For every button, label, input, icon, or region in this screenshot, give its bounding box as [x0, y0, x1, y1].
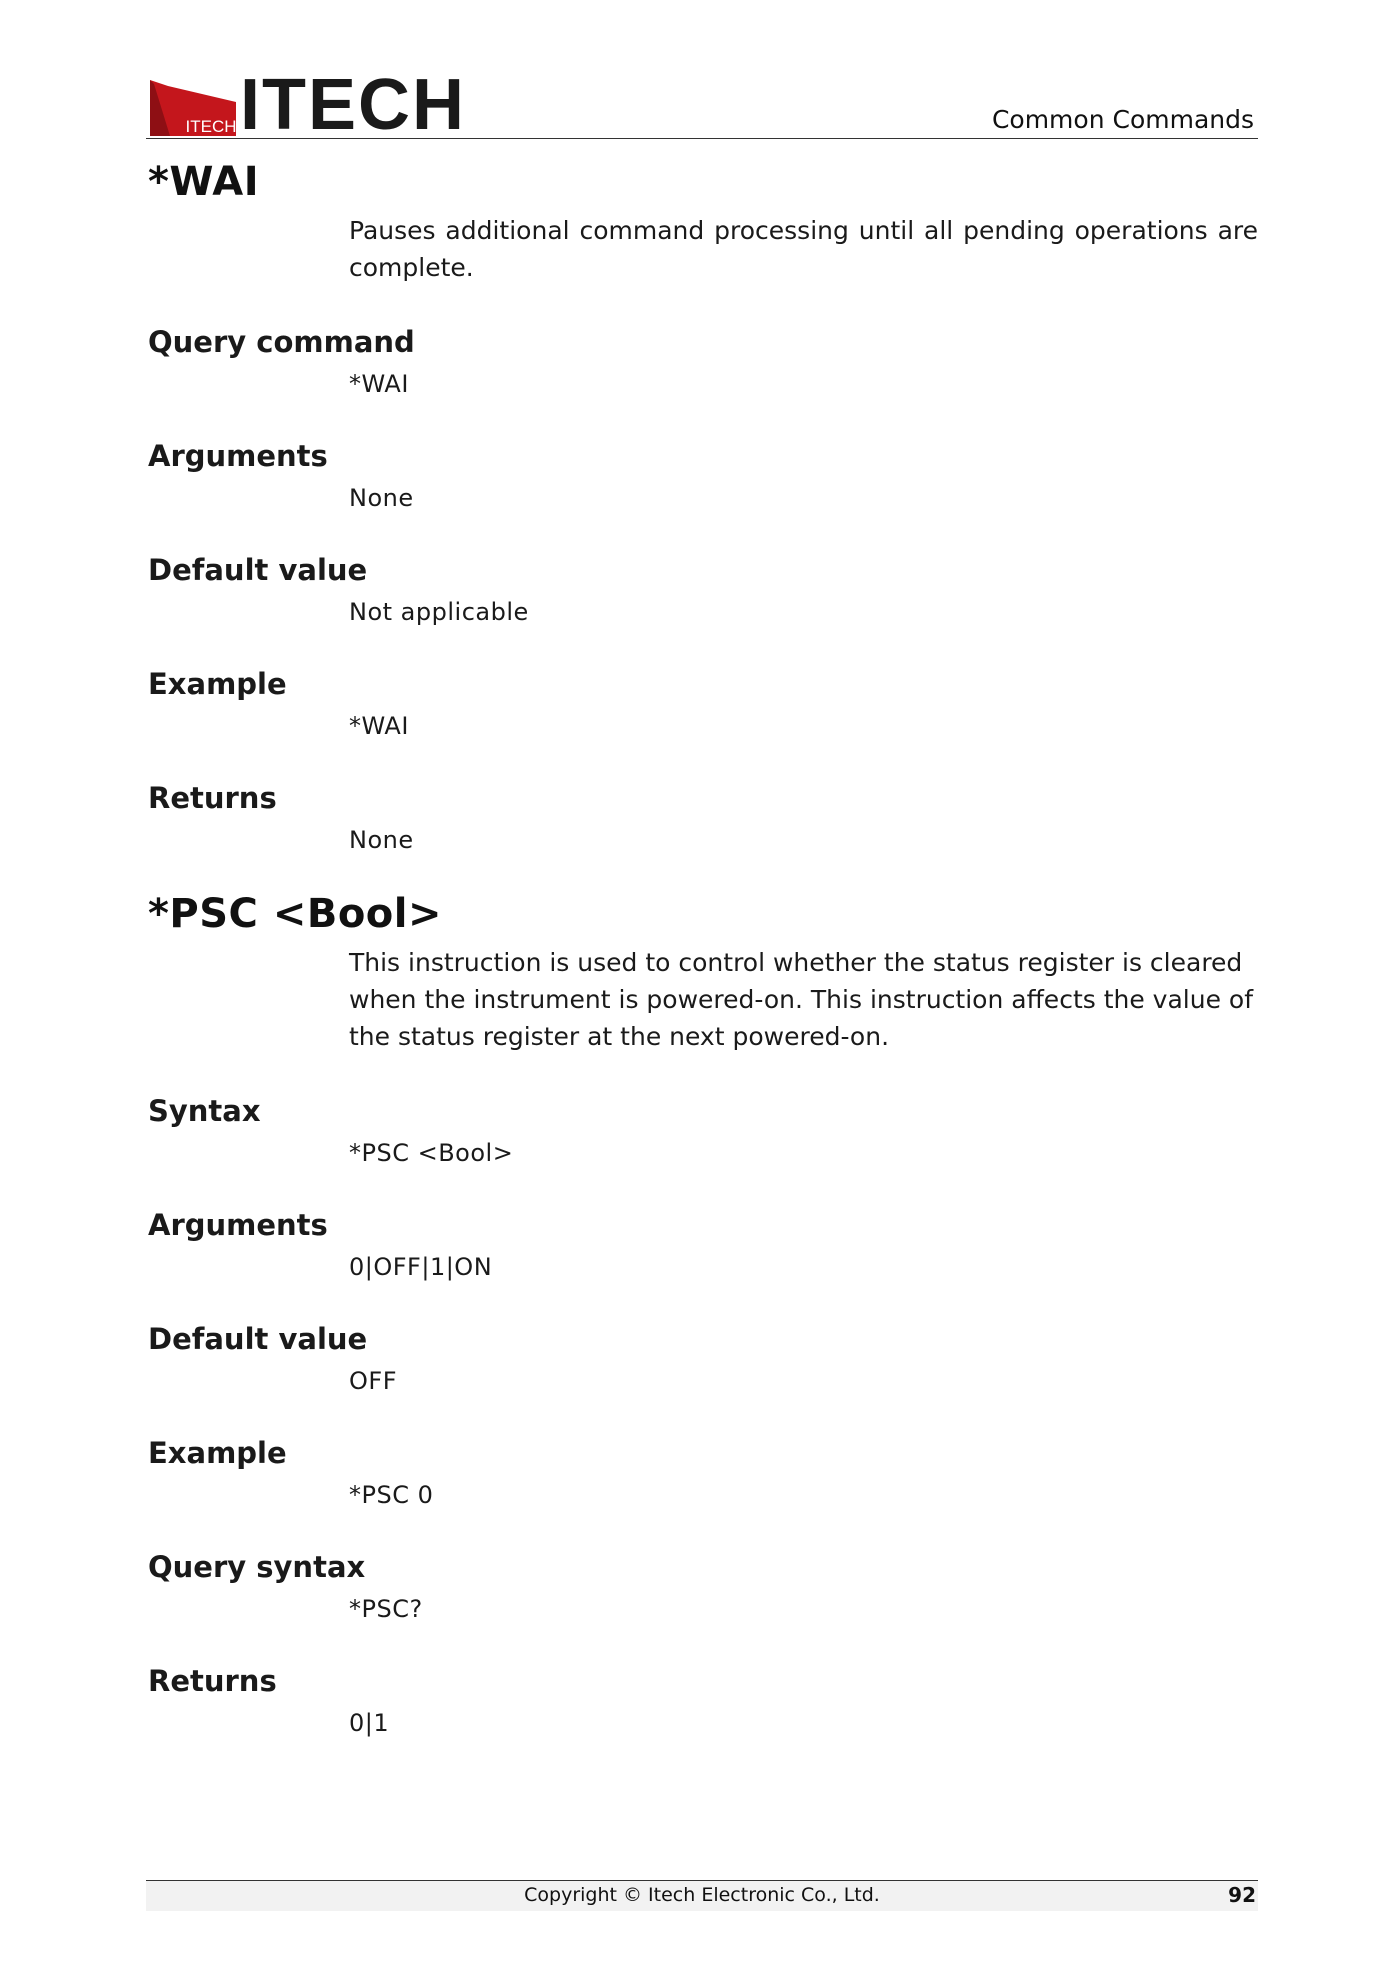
field-arguments: [148, 438, 1258, 514]
field-label: Syntax: [148, 1094, 261, 1128]
field-label: Returns: [148, 781, 277, 815]
field-label: Query syntax: [148, 1550, 366, 1584]
field-label: Arguments: [148, 1208, 328, 1242]
field-value: Not applicable: [349, 598, 529, 626]
field-value: *PSC?: [349, 1595, 423, 1623]
field-syntax: [148, 1093, 1258, 1169]
field-arguments: [148, 1207, 1258, 1283]
command-psc: [148, 890, 1258, 1739]
field-label: Default value: [148, 553, 368, 587]
field-value: *PSC <Bool>: [349, 1139, 514, 1167]
field-value: None: [349, 484, 414, 512]
section-title: Common Commands: [991, 105, 1254, 134]
command-description: Pauses additional command processing until all pending operations are complete.: [349, 216, 1258, 282]
field-query-command: [148, 324, 1258, 400]
field-value: *PSC 0: [349, 1481, 434, 1509]
field-label: Example: [148, 1436, 287, 1470]
field-value: OFF: [349, 1367, 397, 1395]
logo-wordmark: ITECH: [240, 65, 466, 145]
field-value: None: [349, 826, 414, 854]
field-value: 0|OFF|1|ON: [349, 1253, 493, 1281]
field-label: Default value: [148, 1322, 368, 1356]
footer-copyright: Copyright © Itech Electronic Co., Ltd.: [524, 1884, 880, 1906]
itech-logo: [150, 65, 466, 145]
field-value: *WAI: [349, 712, 409, 740]
field-value: 0|1: [349, 1709, 390, 1737]
field-label: Arguments: [148, 439, 328, 473]
command-wai: [148, 158, 1258, 856]
page-header: [146, 65, 1258, 145]
command-description: This instruction is used to control whether the status register is cleared when the instrument is powered-on. This instruction affects the value of the status register at the next powered-on.: [349, 948, 1254, 1051]
field-value: *WAI: [349, 370, 409, 398]
command-title: *PSC <Bool>: [148, 891, 443, 937]
field-label: Query command: [148, 325, 415, 359]
field-example: [148, 666, 1258, 742]
field-example: [148, 1435, 1258, 1511]
field-returns: [148, 780, 1258, 856]
field-query-syntax: [148, 1549, 1258, 1625]
page-number: 92: [1228, 1883, 1256, 1907]
page-footer: [146, 1880, 1258, 1911]
field-returns: [148, 1663, 1258, 1739]
field-default-value: [148, 552, 1258, 628]
command-title: *WAI: [148, 159, 260, 205]
field-label: Example: [148, 667, 287, 701]
document-body: [148, 158, 1258, 1739]
itech-logo-icon: [150, 80, 236, 136]
field-default-value: [148, 1321, 1258, 1397]
field-label: Returns: [148, 1664, 277, 1698]
logo-badge-text: ITECH: [185, 117, 236, 136]
